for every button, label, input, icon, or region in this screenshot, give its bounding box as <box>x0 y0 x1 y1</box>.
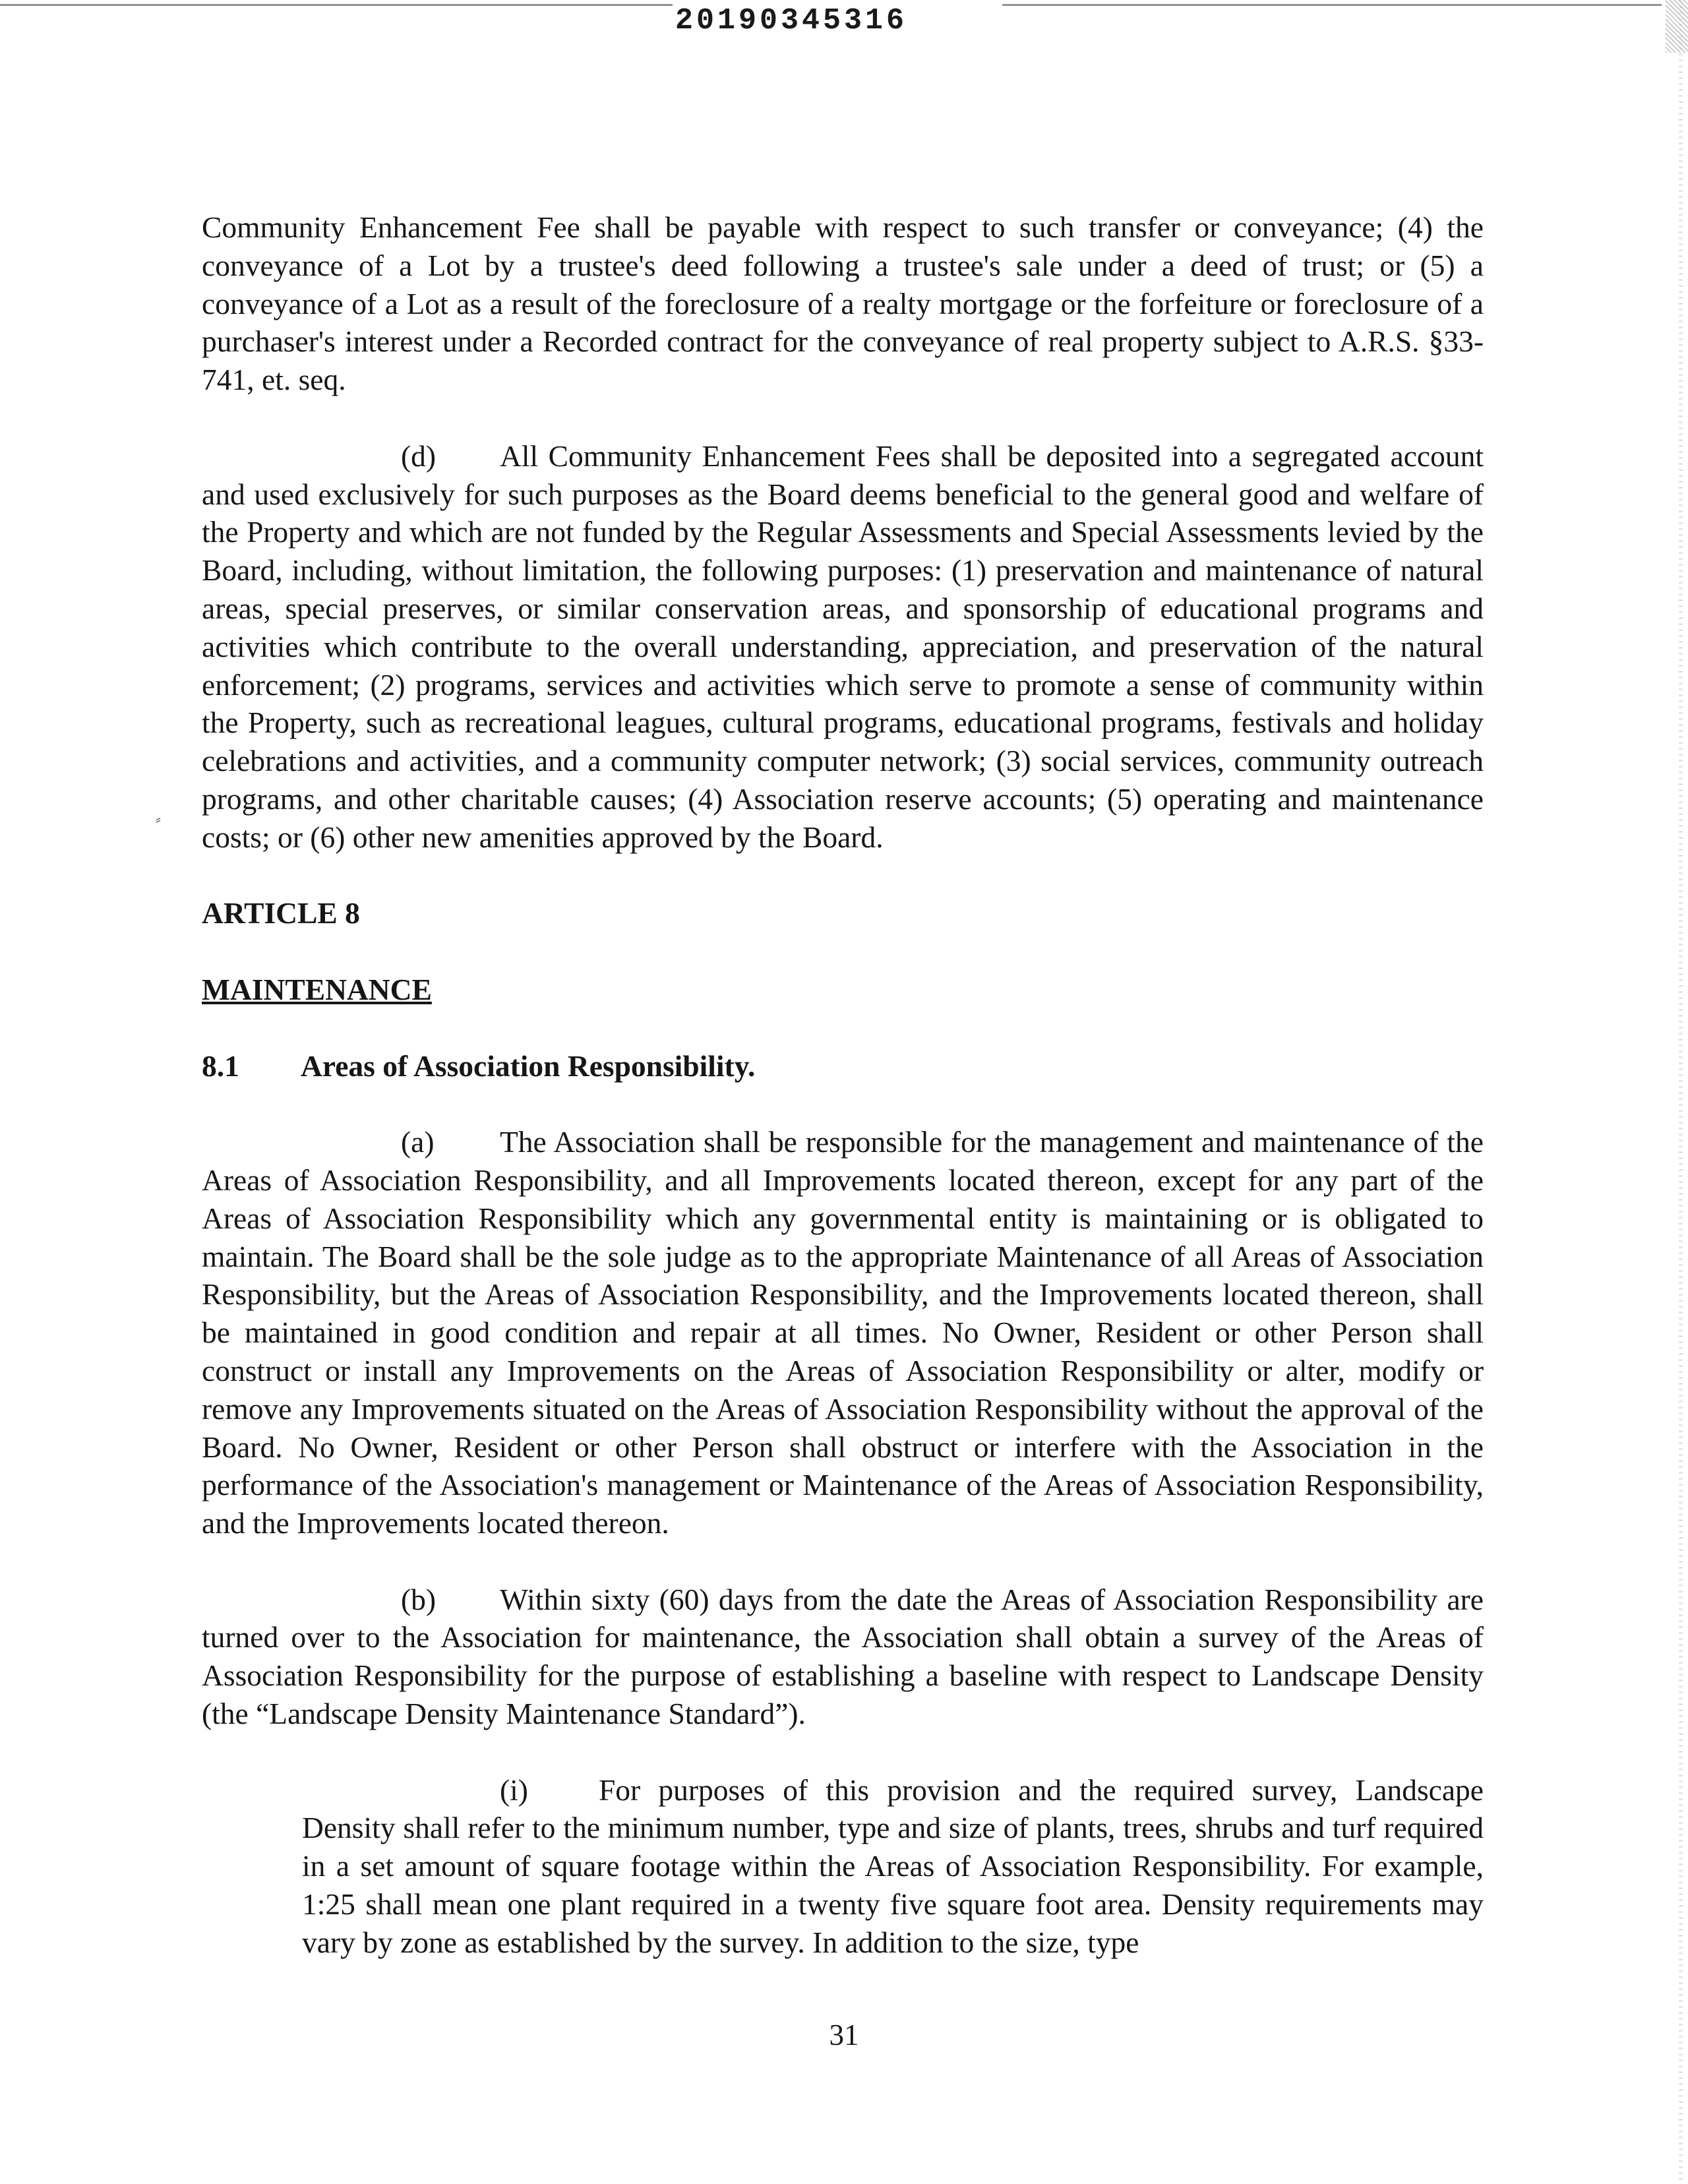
page-number: 31 <box>829 2018 859 2051</box>
subsection-text: For purposes of this provision and the required survey, Landscape Density shall refer to the minimum number, type and size of plants, trees, shrubs and turf required in a set amount of square footage within the Areas of Association Responsibility. For example, 1:25 shall mean one plant required in a twenty five square foot area. Density requirements may vary by zone as established by the survey. In addition to the size, type <box>302 1773 1484 1959</box>
subsection-marker: (i) <box>500 1773 528 1807</box>
subsection-marker: (b) <box>401 1582 437 1616</box>
section-title: Areas of Association Responsibility. <box>301 1048 756 1083</box>
subsection-d <box>202 437 1484 857</box>
section-heading <box>202 1047 1484 1085</box>
subsection-text: The Association shall be responsible for the management and maintenance of the Areas of Association Responsibility, and all Improvements located thereon, except for any part of the Areas of Association Responsibility which any governmental entity is maintaining or is obligated to maintain. The Board shall be the sole judge as to the appropriate Maintenance of all Areas of Association Responsibility, but the Areas of Association Responsibility, and the Improvements located thereon, shall be maintained in good condition and repair at all times. No Owner, Resident or other Person shall construct or install any Improvements on the Areas of Association Responsibility or alter, modify or remove any Improvements situated on the Areas of Association Responsibility without the approval of the Board. No Owner, Resident or other Person shall obstruct or interfere with the Association in the performance of the Association's management or Maintenance of the Areas of Association Responsibility, and the Improvements located thereon. <box>202 1125 1484 1540</box>
subsection-marker: (a) <box>401 1125 435 1159</box>
article-label: ARTICLE 8 <box>202 896 360 930</box>
subsection-a <box>202 1123 1484 1542</box>
paragraph-continuation: Community Enhancement Fee shall be payable with respect to such transfer or conveyance; (4) the conveyance of a Lot by a trustee's deed following a trustee's sale under a deed of trust; or (5) a conveyance of a Lot as a result of the foreclosure of a realty mortgage or the forfeiture or foreclosure of a purchaser's interest under a Recorded contract for the conveyance of real property subject to A.R.S. §33-741, et. seq. <box>202 210 1484 397</box>
subsection-b <box>202 1581 1484 1733</box>
recording-number: 20190345316 <box>675 4 908 38</box>
subsection-i <box>302 1771 1484 1962</box>
section-number: 8.1 <box>202 1048 239 1083</box>
subsection-marker: (d) <box>401 439 437 473</box>
page-body <box>202 208 1484 1999</box>
scan-edge-artifact <box>1679 0 1683 2184</box>
subsection-text: All Community Enhancement Fees shall be deposited into a segregated account and used exclusively for such purposes as the Board deems beneficial to the general good and welfare of the Property and which are not funded by the Regular Assessments and Special Assessments levied by the Board, including, without limitation, the following purposes: (1) preservation and maintenance of natural areas, special preserves, or similar conservation areas, and sponsorship of educational programs and activities which contribute to the overall understanding, appreciation, and preservation of the natural enforcement; (2) programs, services and activities which serve to promote a sense of community within the Property, such as recreational leagues, cultural programs, educational programs, festivals and holiday celebrations and activities, and a community computer network; (3) social services, community outreach programs, and other charitable causes; (4) Association reserve accounts; (5) operating and maintenance costs; or (6) other new amenities approved by the Board. <box>202 439 1484 854</box>
subsection-text: Within sixty (60) days from the date the Areas of Association Responsibility are turned over to the Association for maintenance, the Association shall obtain a survey of the Areas of Association Responsibility for the purpose of establishing a baseline with respect to Landscape Density (the “Landscape Density Maintenance Standard”). <box>202 1582 1484 1731</box>
margin-mark: ⸗ <box>156 811 161 828</box>
scan-corner-artifact <box>1666 0 1688 53</box>
article-title: MAINTENANCE <box>202 972 432 1006</box>
